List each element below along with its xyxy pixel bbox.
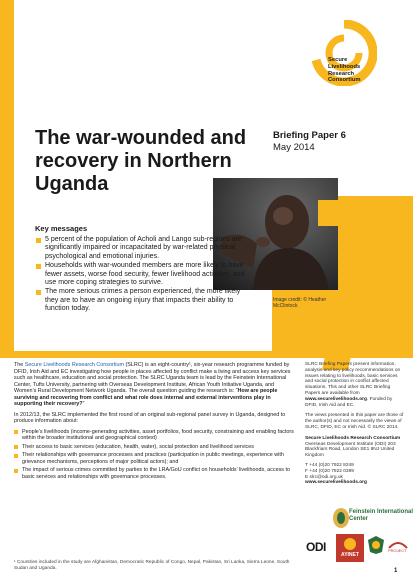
project-logo-text: PROJECT — [388, 548, 407, 553]
about-text: SLRC Briefing Papers present information, analysis and key policy recommendations on issues relating to livelihoods, basic services and social protection in conflict affected situations. This and other SLRC Briefing Papers are available from — [305, 362, 401, 396]
odi-logo: ODI — [306, 540, 326, 554]
research-question: How are people surviving and recovering from conflict and what role does internal and external interventions play in supporting their recovery? — [14, 388, 278, 407]
briefing-paper-number: Briefing Paper 6 — [273, 130, 346, 141]
intro-text: (SLRC) is an eight-country¹, six-year research programme funded by DFID, Irish Aid and EC investigating how people in places affected by conflict make a living and access key services such as healthcare, education and social protection. The SLRC Uganda team is lead by the Feinstein International Center, Tufts University, partnering with Overseas Development Institute, African Youth Initiative Uganda, and Women’s Rural Development Network Uganda. The overall question guiding the research is: “ — [14, 362, 291, 394]
list-item: The impact of serious crimes committed by parties to the LRA/GoU conflict on households’ livelihoods, access to basic services and relationships with governance processes. — [14, 467, 296, 480]
website-link[interactable]: www.securelivelihoods.org — [305, 396, 367, 402]
key-messages-heading: Key messages — [35, 224, 88, 233]
org-name: Secure Livelihoods Research Consortium — [305, 435, 401, 441]
key-messages — [35, 224, 245, 315]
logo-line: Research — [328, 70, 355, 77]
main-text — [14, 362, 296, 482]
intro-text: The — [14, 362, 25, 368]
website-url[interactable]: www.securelivelihoods.org — [305, 480, 367, 486]
page-title: The war-wounded and recovery in Northern Uganda — [35, 127, 247, 195]
survey-paragraph: In 2012/13, the SLRC implemented the first round of an original sub-regional panel survey in Uganda, designed to produce information about: — [14, 411, 286, 424]
survey-topics-list — [14, 429, 296, 481]
project-logo-icon — [385, 538, 411, 556]
intro-paragraph — [14, 362, 296, 408]
logo-line: Livelihoods — [328, 63, 361, 70]
seven-numeral-graphic — [318, 200, 378, 370]
logo-line: Secure — [328, 57, 348, 63]
key-message-item: 5 percent of the population of Acholi and Lango sub-regions are significantly impaired or incapacitated by war-related physical, psychological and emotional injuries. — [35, 236, 245, 261]
key-message-item: Households with war-wounded members are more likely to have fewer assets, worse food security, fewer livelihood activities, and use more coping strategies to survive. — [35, 262, 245, 287]
uganda-emblem-icon — [367, 535, 385, 555]
email-address[interactable]: E slrc@odi.org.uk — [305, 474, 343, 480]
logo-line: Consortium — [328, 77, 361, 84]
footnote: ¹ Countries included in the study are Afghanistan, Democratic Republic of Congo, Nepal, Pakistan, Sri Lanka, Sierra Leone, South Sudan and Uganda. — [14, 560, 290, 571]
page-number: 1 — [394, 568, 398, 574]
key-messages-list — [35, 236, 245, 314]
contact-block — [305, 436, 405, 486]
fax-number: F +44 (0)20 7922 0399 — [305, 468, 354, 474]
slrc-logo-text — [328, 57, 388, 84]
about-paragraph — [305, 362, 405, 408]
intro-text: ” — [82, 401, 85, 407]
briefing-date: May 2014 — [273, 142, 315, 153]
briefing-info — [273, 130, 346, 154]
sidebar-info — [305, 362, 405, 486]
phone-number: T +44 (0)20 7922 8249 — [305, 462, 354, 468]
disclaimer-paragraph: The views presented in this paper are those of the author(s) and not necessarily the views of SLRC, DFID, EC or Irish Aid. © SLRC 2014. — [305, 413, 404, 430]
key-message-item: The more serious crimes a person experienced, the more likely they are to have an ongoing injury that impacts their ability to function today. — [35, 288, 245, 313]
slrc-link[interactable]: Secure Livelihoods Research Consortium — [24, 362, 124, 368]
image-credit: Image credit: © Heather McClintock — [273, 297, 327, 309]
org-address: Overseas Development Institute (ODI) 203 Blackfriars Road, London SE1 8NJ United Kingdom — [305, 441, 396, 459]
list-item: Their access to basic services (education, health, water), social protection and livelihood services — [14, 444, 296, 451]
ayinet-logo-text: AYINET — [341, 552, 359, 558]
feinstein-logo-text: Feinstein International Center — [349, 509, 413, 522]
about-text: . Funded by DFID, Irish Aid and EC. — [305, 396, 393, 408]
list-item: Their relationships with governance processes and practices (participation in public meetings, experience with grievance mechanisms, perceptions of major political actors); and — [14, 452, 296, 465]
list-item: People’s livelihoods (income-generating activities, asset portfolios, food security, constraining and enabling factors within the broader institutional and geographical context) — [14, 429, 296, 442]
